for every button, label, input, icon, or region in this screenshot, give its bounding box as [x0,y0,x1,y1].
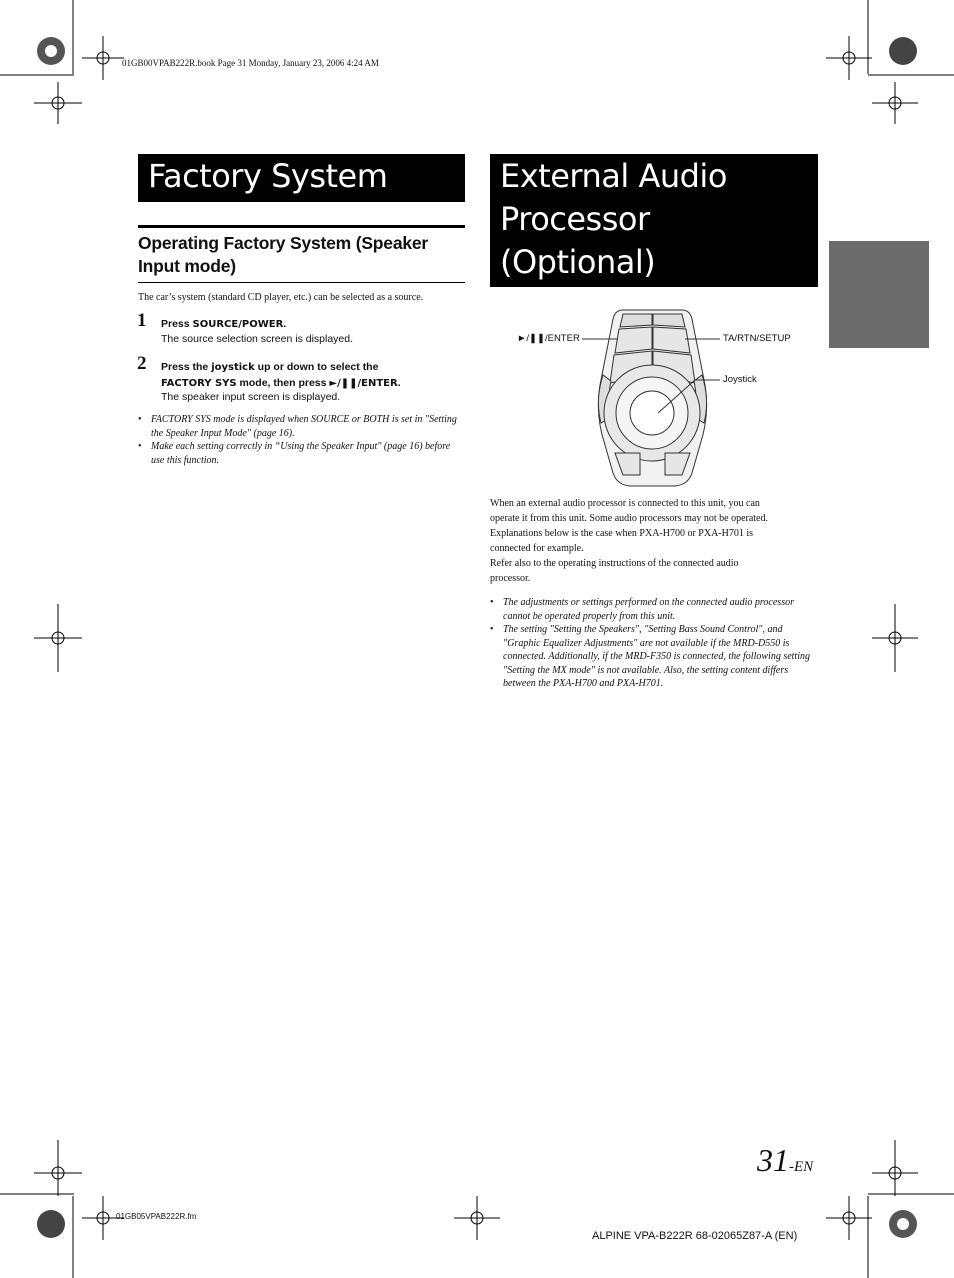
note-item: • Make each setting correctly in “Using the Speaker Input" (page 16) before use this function. [138,441,451,466]
title-line: External Audio [500,157,727,195]
section-title-external-audio-processor [490,154,818,287]
left-notes [138,413,462,467]
footer-file-name: 01GB05VPAB222R.fm [116,1212,197,1221]
intro-text: The car’s system (standard CD player, etc.) can be selected as a source. [138,292,424,303]
section-title-factory-system: Factory System [138,154,465,202]
step-1-instruction: Press SOURCE/POWER. [161,318,287,330]
title-line: (Optional) [500,243,656,281]
title-line: Processor [500,200,650,238]
note-item: • The setting "Setting the Speakers", "Setting Bass Sound Control", and "Graphic Equalizer Adjustments" are not available if the MRD-D550 is connected. Additionally, if the MRD-F350 is connected, the following setting "Setting the MX mode" is not available. Also, the setting content differs between the PXA-H700 and PXA-H701. [490,624,810,689]
side-tab [829,241,929,348]
label-joystick: Joystick [723,374,757,385]
external-audio-paragraph: When an external audio processor is connected to this unit, you can operate it from this unit. Some audio processors may not be operated. Explanations below is the case when PXA-H700 or PXA-H701 is connected for example. Refer also to the operating instructions of the connected audio processor. [490,498,768,584]
note-item: • FACTORY SYS mode is displayed when SOURCE or BOTH is set in "Setting the Speaker Input Mode" (page 16). [138,414,457,439]
footer-model-line: ALPINE VPA-B222R 68-02065Z87-A (EN) [592,1230,798,1242]
page-number: 31-EN [757,1142,814,1178]
step-2-result: The speaker input screen is displayed. [161,391,341,403]
note-item: • The adjustments or settings performed on the connected audio processor cannot be operated properly from this unit. [490,597,794,622]
step-2-instruction: Press the joystick up or down to select the FACTORY SYS mode, then press ►/❚❚/ENTER. [161,361,401,389]
step-2-number: 2 [137,353,147,374]
subsection-title: Operating Factory System (Speaker Input mode) [138,225,465,283]
label-enter: ►/❚❚/ENTER [517,333,580,344]
step-1-result: The source selection screen is displayed. [161,333,354,345]
right-notes [490,596,814,691]
step-1-number: 1 [137,310,147,331]
label-ta-rtn-setup: TA/RTN/SETUP [723,333,791,344]
book-header-line: 01GB00VPAB222R.book Page 31 Monday, January 23, 2006 4:24 AM [122,58,379,68]
